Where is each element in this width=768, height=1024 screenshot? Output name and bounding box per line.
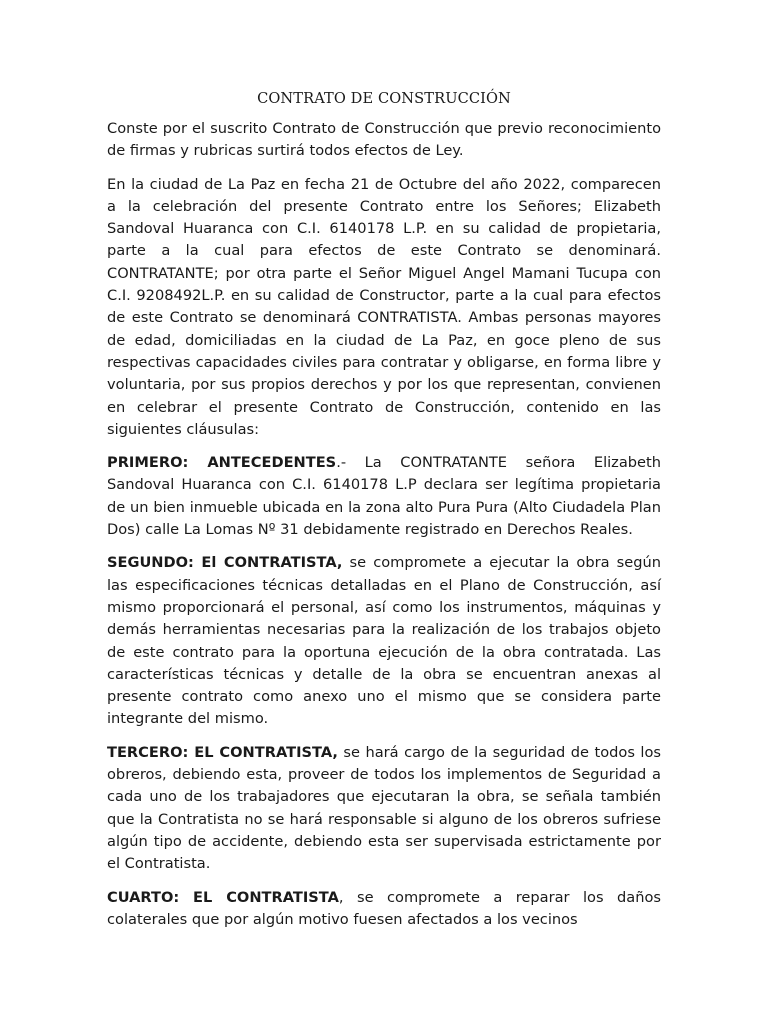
clause-text: , se compromete a reparar los daños colaterales que por algún motivo fuesen afectados a los vecinos bbox=[107, 888, 661, 928]
clause-heading: SEGUNDO: El CONTRATISTA, bbox=[107, 554, 343, 572]
clause-heading: CUARTO: EL CONTRATISTA bbox=[107, 888, 339, 906]
clause-heading: TERCERO: EL CONTRATISTA, bbox=[107, 743, 338, 761]
clause-segundo bbox=[107, 552, 661, 730]
document-page bbox=[107, 88, 661, 942]
clause-text: se compromete a ejecutar la obra según las especificaciones técnicas detalladas en el Plano de Construcción, así mismo proporcionará el personal, así como los instrumentos, máquinas y demás herramientas necesarias para la realización de los trabajos objeto de este contrato para la oportuna ejecución de la obra contratada. Las características técnicas y detalle de la obra se encuentran anexas al presente contrato como anexo uno el mismo que se considera parte integrante del mismo. bbox=[107, 554, 661, 728]
clause-heading: PRIMERO: ANTECEDENTES bbox=[107, 454, 337, 472]
clause-text: se hará cargo de la seguridad de todos los obreros, debiendo esta, proveer de todos los implementos de Seguridad a cada uno de los trabajadores que ejecutaran la obra, se señala también que la Contratista no se hará responsable si alguno de los obreros sufriese algún tipo de accidente, debiendo esta ser supervisada estrictamente por el Contratista. bbox=[107, 743, 661, 873]
intro-paragraph: Conste por el suscrito Contrato de Construcción que previo reconocimiento de firmas y rubricas surtirá todos efectos de Ley. bbox=[107, 120, 661, 160]
clause-primero bbox=[107, 452, 661, 541]
clause-tercero bbox=[107, 742, 661, 876]
document-title: CONTRATO DE CONSTRUCCIÓN bbox=[257, 90, 511, 107]
clause-cuarto bbox=[107, 887, 661, 932]
parties-paragraph: En la ciudad de La Paz en fecha 21 de Octubre del año 2022, comparecen a la celebración del presente Contrato entre los Señores; Elizabeth Sandoval Huaranca con C.I. 6140178 L.P. en su calidad de propietaria, parte a la cual para efectos de este Contrato se denominará. CONTRATANTE; por otra parte el Señor Miguel Angel Mamani Tucupa con C.I. 9208492L.P. en su calidad de Constructor, parte a la cual para efectos de este Contrato se denominará CONTRATISTA. Ambas personas mayores de edad, domiciliadas en la ciudad de La Paz, en goce pleno de sus respectivas capacidades civiles para contratar y obligarse, en forma libre y voluntaria, por sus propios derechos y por los que representan, convienen en celebrar el presente Contrato de Construcción, contenido en las siguientes cláusulas: bbox=[107, 175, 661, 438]
clause-text: .- La CONTRATANTE señora Elizabeth Sandoval Huaranca con C.I. 6140178 L.P declara ser legítima propietaria de un bien inmueble ubicada en la zona alto Pura Pura (Alto Ciudadela Plan Dos) calle La Lomas Nº 31 debidamente registrado en Derechos Reales. bbox=[107, 454, 661, 539]
